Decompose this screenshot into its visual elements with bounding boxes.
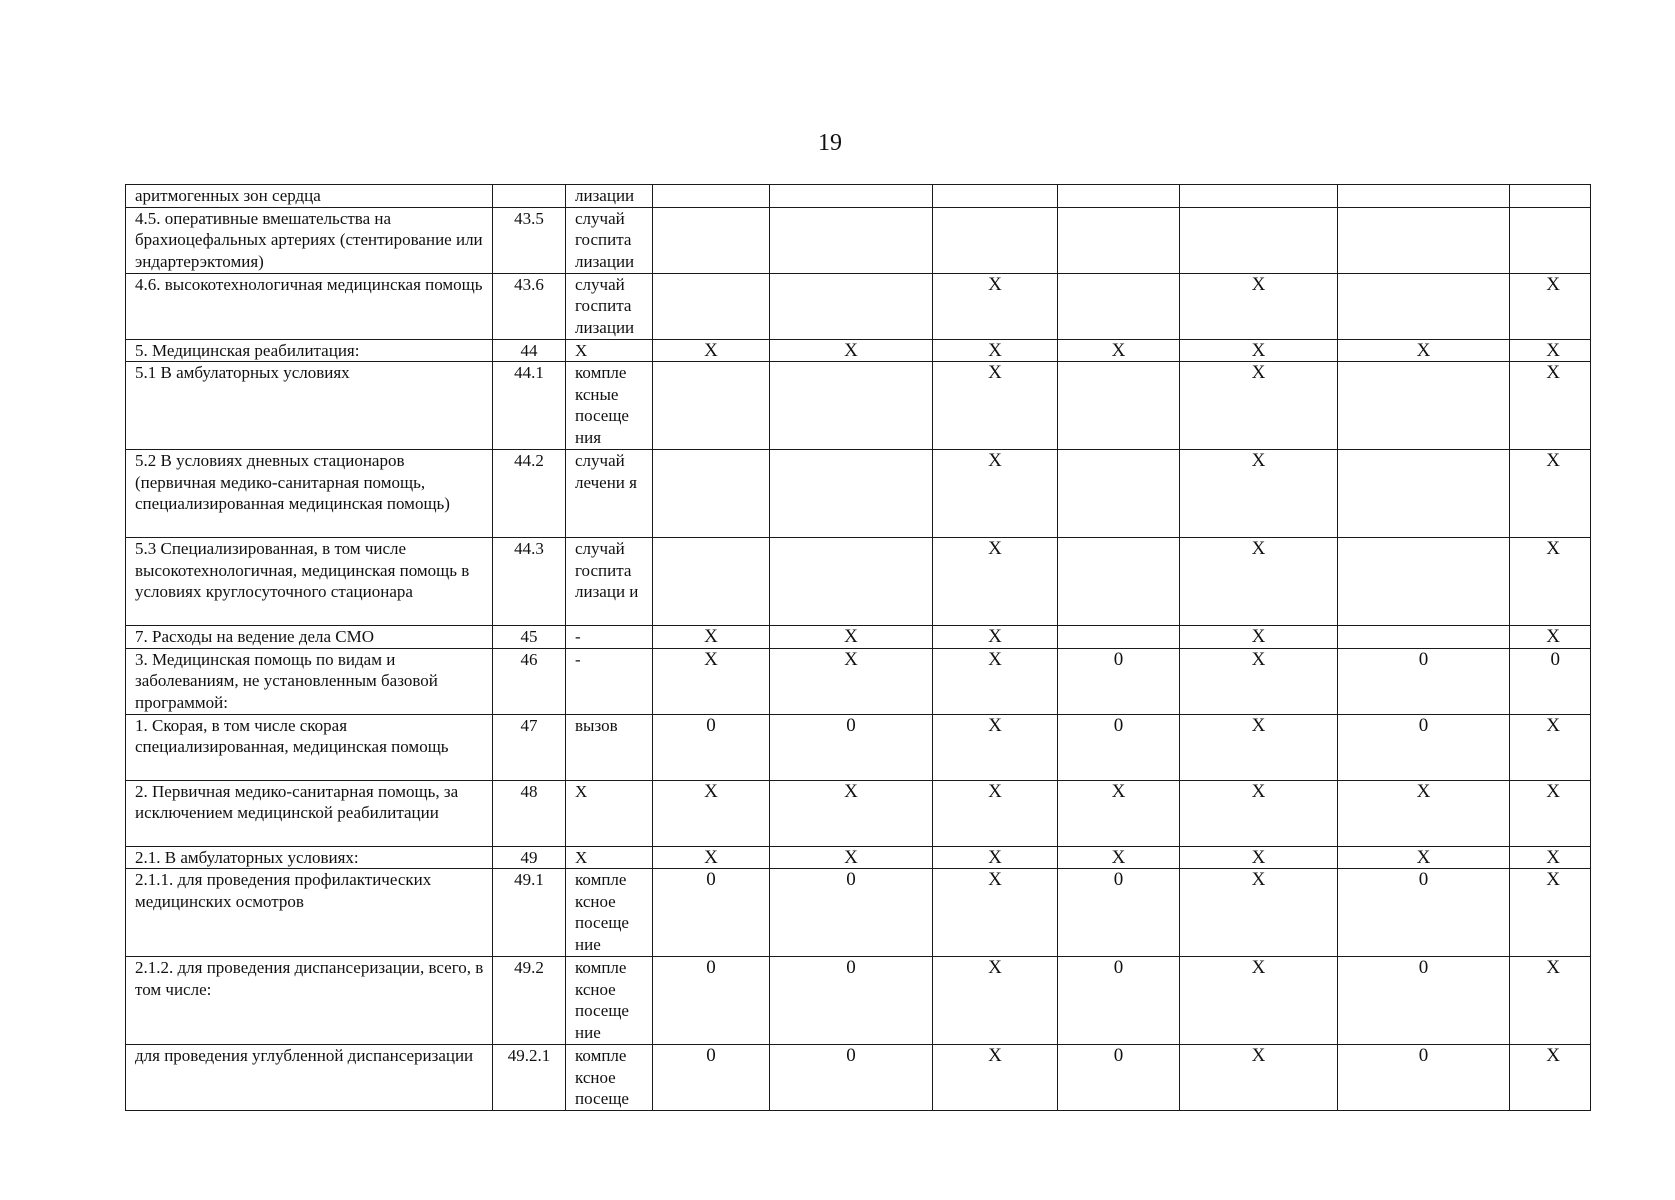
table-row xyxy=(126,185,1591,208)
value-cell: X xyxy=(1510,714,1591,780)
value-cell: X xyxy=(1180,869,1338,957)
row-name-cell: аритмогенных зон сердца xyxy=(126,185,493,208)
row-number-cell xyxy=(493,185,566,208)
row-name-cell: 7. Расходы на ведение дела СМО xyxy=(126,626,493,649)
value-cell: X xyxy=(1180,648,1338,714)
value-cell: X xyxy=(1180,780,1338,846)
value-cell xyxy=(1338,538,1510,626)
value-cell: X xyxy=(1510,626,1591,649)
value-cell: X xyxy=(653,846,770,869)
value-cell xyxy=(770,273,933,339)
table-row xyxy=(126,362,1591,450)
value-cell xyxy=(1338,450,1510,538)
value-cell xyxy=(770,362,933,450)
value-cell: X xyxy=(933,648,1058,714)
value-cell xyxy=(1510,185,1591,208)
row-name-cell: 2. Первичная медико-санитарная помощь, за исключением медицинской реабилитации xyxy=(126,780,493,846)
value-cell: X xyxy=(933,362,1058,450)
value-cell xyxy=(653,362,770,450)
value-cell xyxy=(933,185,1058,208)
page-number: 19 xyxy=(818,130,842,156)
value-cell: 0 xyxy=(770,957,933,1045)
value-cell: X xyxy=(933,869,1058,957)
row-number-cell: 43.6 xyxy=(493,273,566,339)
value-cell: X xyxy=(1180,538,1338,626)
row-unit-cell: X xyxy=(566,846,653,869)
value-cell xyxy=(653,450,770,538)
value-cell xyxy=(1058,273,1180,339)
row-unit-cell: случай госпита лизации xyxy=(566,207,653,273)
value-cell: 0 xyxy=(770,714,933,780)
value-cell: X xyxy=(1510,1045,1591,1111)
row-unit-cell: компле ксное посеще ние xyxy=(566,869,653,957)
value-cell: X xyxy=(1180,362,1338,450)
value-cell: X xyxy=(770,648,933,714)
row-unit-cell: - xyxy=(566,626,653,649)
table-row xyxy=(126,538,1591,626)
value-cell: X xyxy=(1510,450,1591,538)
value-cell: X xyxy=(1510,846,1591,869)
value-cell xyxy=(653,207,770,273)
table-row xyxy=(126,626,1591,649)
row-name-cell: 5.2 В условиях дневных стационаров (первичная медико-санитарная помощь, специализированная медицинская помощь) xyxy=(126,450,493,538)
row-name-cell: 5.1 В амбулаторных условиях xyxy=(126,362,493,450)
row-unit-cell: компле ксное посеще xyxy=(566,1045,653,1111)
value-cell: 0 xyxy=(1058,957,1180,1045)
row-number-cell: 45 xyxy=(493,626,566,649)
value-cell xyxy=(1338,207,1510,273)
table-row xyxy=(126,780,1591,846)
table-row xyxy=(126,869,1591,957)
value-cell: X xyxy=(1510,362,1591,450)
row-number-cell: 44.2 xyxy=(493,450,566,538)
value-cell: X xyxy=(933,450,1058,538)
value-cell: 0 xyxy=(1338,648,1510,714)
value-cell: X xyxy=(1180,626,1338,649)
value-cell xyxy=(1338,185,1510,208)
row-name-cell: 3. Медицинская помощь по видам и заболеваниям, не установленным базовой программой: xyxy=(126,648,493,714)
value-cell: X xyxy=(933,780,1058,846)
value-cell: X xyxy=(933,846,1058,869)
row-unit-cell: X xyxy=(566,780,653,846)
table-row xyxy=(126,648,1591,714)
value-cell xyxy=(1338,362,1510,450)
row-number-cell: 49.2 xyxy=(493,957,566,1045)
row-name-cell: 5.3 Специализированная, в том числе высокотехнологичная, медицинская помощь в условиях круглосуточного стационара xyxy=(126,538,493,626)
row-name-cell: 4.5. оперативные вмешательства на брахиоцефальных артериях (стентирование или эндартерэктомия) xyxy=(126,207,493,273)
value-cell xyxy=(1058,207,1180,273)
value-cell: X xyxy=(1058,780,1180,846)
value-cell xyxy=(1338,273,1510,339)
value-cell: X xyxy=(1510,273,1591,339)
row-number-cell: 49.2.1 xyxy=(493,1045,566,1111)
value-cell xyxy=(1058,185,1180,208)
value-cell xyxy=(1058,538,1180,626)
value-cell xyxy=(770,185,933,208)
value-cell: 0 xyxy=(1510,648,1591,714)
row-name-cell: для проведения углубленной диспансеризации xyxy=(126,1045,493,1111)
row-name-cell: 4.6. высокотехнологичная медицинская помощь xyxy=(126,273,493,339)
row-number-cell: 44.1 xyxy=(493,362,566,450)
value-cell xyxy=(1338,626,1510,649)
row-number-cell: 49.1 xyxy=(493,869,566,957)
value-cell: 0 xyxy=(1338,869,1510,957)
row-name-cell: 2.1. В амбулаторных условиях: xyxy=(126,846,493,869)
row-unit-cell: случай лечени я xyxy=(566,450,653,538)
row-name-cell: 2.1.2. для проведения диспансеризации, всего, в том числе: xyxy=(126,957,493,1045)
value-cell: 0 xyxy=(1338,957,1510,1045)
value-cell xyxy=(1180,185,1338,208)
row-name-cell: 5. Медицинская реабилитация: xyxy=(126,339,493,362)
value-cell: 0 xyxy=(1058,648,1180,714)
value-cell: X xyxy=(1338,339,1510,362)
data-table xyxy=(125,184,1591,1111)
value-cell: 0 xyxy=(770,1045,933,1111)
row-name-cell: 1. Скорая, в том числе скорая специализированная, медицинская помощь xyxy=(126,714,493,780)
value-cell: X xyxy=(1510,957,1591,1045)
row-unit-cell: компле ксные посеще ния xyxy=(566,362,653,450)
value-cell: X xyxy=(1058,339,1180,362)
table-row xyxy=(126,207,1591,273)
row-unit-cell: - xyxy=(566,648,653,714)
value-cell: 0 xyxy=(1338,714,1510,780)
value-cell: 0 xyxy=(1058,1045,1180,1111)
table-row xyxy=(126,273,1591,339)
table-row xyxy=(126,450,1591,538)
row-number-cell: 44 xyxy=(493,339,566,362)
value-cell xyxy=(770,450,933,538)
value-cell xyxy=(653,185,770,208)
value-cell: 0 xyxy=(653,1045,770,1111)
row-unit-cell: вызов xyxy=(566,714,653,780)
table-row xyxy=(126,1045,1591,1111)
value-cell: X xyxy=(1180,1045,1338,1111)
row-unit-cell: X xyxy=(566,339,653,362)
value-cell: X xyxy=(933,273,1058,339)
value-cell: X xyxy=(933,957,1058,1045)
value-cell: 0 xyxy=(1338,1045,1510,1111)
value-cell xyxy=(1058,450,1180,538)
value-cell: X xyxy=(770,339,933,362)
value-cell: 0 xyxy=(653,714,770,780)
value-cell: X xyxy=(770,626,933,649)
value-cell: X xyxy=(1510,780,1591,846)
table-row xyxy=(126,957,1591,1045)
row-number-cell: 46 xyxy=(493,648,566,714)
row-number-cell: 49 xyxy=(493,846,566,869)
value-cell: X xyxy=(770,780,933,846)
value-cell: 0 xyxy=(1058,869,1180,957)
value-cell xyxy=(933,207,1058,273)
value-cell: X xyxy=(1338,846,1510,869)
value-cell: X xyxy=(933,339,1058,362)
row-name-cell: 2.1.1. для проведения профилактических медицинских осмотров xyxy=(126,869,493,957)
table-row xyxy=(126,339,1591,362)
value-cell: X xyxy=(933,538,1058,626)
value-cell: X xyxy=(1338,780,1510,846)
table-row xyxy=(126,714,1591,780)
row-number-cell: 44.3 xyxy=(493,538,566,626)
value-cell: 0 xyxy=(653,869,770,957)
table-row xyxy=(126,846,1591,869)
value-cell: X xyxy=(1510,339,1591,362)
value-cell: X xyxy=(933,626,1058,649)
row-unit-cell: случай госпита лизаци и xyxy=(566,538,653,626)
row-unit-cell: случай госпита лизации xyxy=(566,273,653,339)
value-cell: 0 xyxy=(653,957,770,1045)
value-cell: X xyxy=(1510,869,1591,957)
value-cell: X xyxy=(1180,957,1338,1045)
value-cell: X xyxy=(653,648,770,714)
value-cell xyxy=(1180,207,1338,273)
value-cell: X xyxy=(1180,339,1338,362)
row-unit-cell: компле ксное посеще ние xyxy=(566,957,653,1045)
value-cell: X xyxy=(1058,846,1180,869)
value-cell: X xyxy=(1180,450,1338,538)
value-cell: X xyxy=(933,714,1058,780)
value-cell: X xyxy=(933,1045,1058,1111)
value-cell xyxy=(770,538,933,626)
value-cell: X xyxy=(1510,538,1591,626)
value-cell: X xyxy=(1180,273,1338,339)
value-cell: X xyxy=(1180,714,1338,780)
value-cell: X xyxy=(1180,846,1338,869)
value-cell: 0 xyxy=(770,869,933,957)
value-cell: X xyxy=(653,780,770,846)
row-number-cell: 43.5 xyxy=(493,207,566,273)
value-cell xyxy=(653,273,770,339)
value-cell: X xyxy=(653,626,770,649)
value-cell xyxy=(1058,626,1180,649)
row-number-cell: 47 xyxy=(493,714,566,780)
value-cell: X xyxy=(653,339,770,362)
value-cell xyxy=(770,207,933,273)
value-cell xyxy=(1510,207,1591,273)
value-cell xyxy=(653,538,770,626)
value-cell xyxy=(1058,362,1180,450)
value-cell: X xyxy=(770,846,933,869)
value-cell: 0 xyxy=(1058,714,1180,780)
row-number-cell: 48 xyxy=(493,780,566,846)
row-unit-cell: лизации xyxy=(566,185,653,208)
table-body xyxy=(126,185,1591,1111)
